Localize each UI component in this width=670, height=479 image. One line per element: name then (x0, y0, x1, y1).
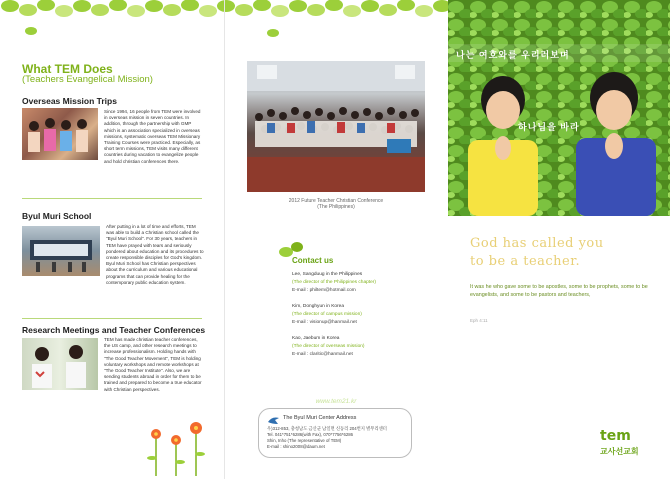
section-divider (22, 318, 202, 319)
section-text-overseas: Since 1994, 16 people from TEM were involved in overseas mission in seven countries. In addition, through the partnership with GMP which is an association specialized in overseas missions, systematic overseas TEM Missionary Training Courses were practiced. Especially, as short term missions, TEM visits many different countries during vacation to evangelize people and hold christian conferences there. (104, 109, 201, 164)
panel-subtitle: (Teachers Evangelical Mission) (22, 74, 153, 85)
contact-name: Kim, Donghyun in Korea (292, 304, 344, 309)
conference-group-photo (247, 61, 425, 192)
contact-email[interactable]: E-mail : philtem@hotmail.com (292, 288, 356, 293)
address-title: The Byul Muri Center Address (283, 415, 357, 421)
overseas-mission-photo (22, 108, 98, 160)
quote-line1: God has called you (470, 236, 604, 251)
section-heading-research: Research Meetings and Teacher Conferences (22, 325, 206, 335)
address-line: Shin, Inho (The representative of TEM) (267, 438, 342, 443)
contact-role: (The director of campus mission) (292, 312, 362, 317)
contact-heading: Contact us (292, 256, 334, 265)
photo-caption (247, 198, 425, 210)
contact-email[interactable]: E-mail : claritic@hanmail.net (292, 352, 353, 357)
address-box (258, 408, 412, 458)
photo-caption-line1: 2012 Future Teacher Christian Conference (288, 198, 384, 204)
address-line: 우)312-853, 충청남도 금산군 남일면 신동리 204번지 별무리센터 (267, 426, 387, 431)
contact-role: (The director of overseas mission) (292, 344, 365, 349)
panel-title: What TEM Does (22, 62, 113, 76)
verse-text: It was he who gave some to be apostles, some to be prophets, some to be evangelists, and some to be pastors and teachers, (470, 284, 648, 298)
section-heading-overseas: Overseas Mission Trips (22, 96, 117, 106)
children-praying-photo (448, 0, 670, 216)
contact-role: (The director of the Philippines chapter) (292, 280, 376, 285)
quote-line2: to be a teacher. (470, 254, 581, 269)
byulmuri-school-photo (22, 226, 100, 276)
contact-name: Lee, Sangduug in the Philippines (292, 272, 363, 277)
tem-logo: tem (600, 428, 631, 444)
photo-caption-line2: (The Philippines) (317, 204, 355, 210)
banner-korean-mid: 하나님을 바라 (518, 122, 580, 132)
logo-korean-text: 교사선교회 (600, 447, 639, 456)
section-divider (22, 198, 202, 199)
verse-reference: Eph 4:11 (470, 318, 488, 323)
section-text-byulmuri: After putting in a lot of time and efforts, TEM was able to build a Christian school called the "Byul Muri School". For 30 years, teachers in TEM have prayed with tears and seriously pondered about education and its procedures to create responsible disciples for God's kingdom. Byul Muri School has Christian perspectives about the curriculum and various educational programs that can provide healing for the contemporary public education system. (106, 224, 204, 285)
address-line[interactable]: E-mail : shino2008@daum.net (267, 444, 325, 449)
contact-email[interactable]: E-mail : visionup@hanmail.net (292, 320, 357, 325)
website-link[interactable]: www.tem21.kr (315, 398, 357, 405)
flowers-decoration (142, 418, 212, 476)
small-leaf-icon (24, 26, 38, 36)
bird-icon (267, 414, 281, 426)
banner-korean-top: 나는 여호와를 우리러보며 (456, 50, 570, 60)
address-line: Tel. 041*751*6286(with Fax), 070*7756*6286 (267, 432, 354, 437)
contact-name: Kao, Jaebum in Korea (292, 336, 340, 341)
section-heading-byulmuri: Byul Muri School (22, 211, 92, 221)
research-meetings-photo (22, 338, 98, 390)
section-text-research: TEM has made christian teacher conferences, the US camp, and other research meetings to increase professionalism. Holding hands with "The Good Teacher Movement", TEM is holding voluntary workshops and remote workshops at "The Good Teacher Institute". Also, we are sending students abroad in order for them to be trained and prepared to become a true educator with Christian perspectives. (104, 337, 202, 392)
